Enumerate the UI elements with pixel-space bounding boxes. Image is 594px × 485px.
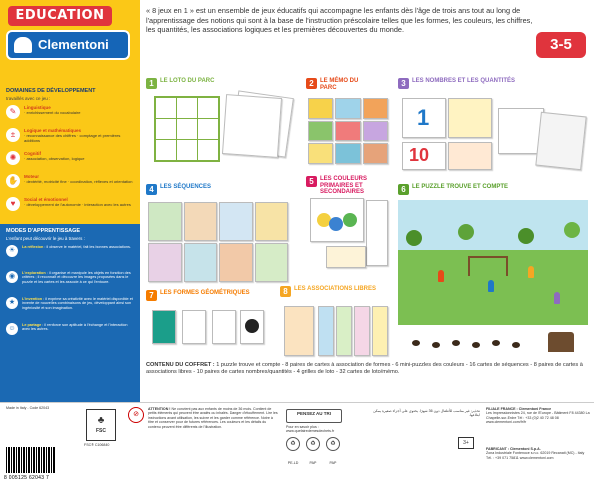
game-number: 2 (306, 78, 317, 89)
made-in-label: Made in Italy - Code 62043 (6, 406, 50, 410)
number-value: 10 (409, 145, 430, 165)
child-figure (438, 270, 444, 282)
recycle-title: PENSEZ AU TRI (296, 411, 332, 416)
learning-modes (0, 224, 140, 402)
modes-subtitle: L'enfant peut découvrir le jeu à travers : (6, 235, 85, 241)
game-6 (398, 184, 588, 354)
memo-cards (308, 98, 388, 164)
fabricant-text: Zona Industriale Fontenoce s.n.c. 62019 Recanati (MC) - Italy Tél. : +39 071 75811 www.clementoni.com (486, 451, 585, 460)
ant-icon (452, 340, 460, 346)
game-1 (146, 78, 296, 173)
contents-label: CONTENU DU COFFRET : (146, 362, 215, 368)
game-title: LES SÉQUENCES (160, 184, 212, 190)
logo-text: Clementoni (38, 37, 109, 52)
association-card (318, 306, 334, 356)
game-number: 7 (146, 290, 157, 301)
mode-item (6, 271, 134, 291)
eye-icon: ◉ (6, 271, 18, 283)
heart-icon: ♥ (6, 197, 20, 211)
filiale-block (486, 407, 590, 425)
fsc-logo (86, 409, 116, 441)
game-number: 8 (280, 286, 291, 297)
tree-icon: ♣ (97, 415, 105, 426)
domain-title: Moteur (24, 173, 39, 179)
tree-stump-icon (548, 332, 574, 352)
recycle-sub: Pour en savoir plus : www.quefairedemesdechets.fr (286, 425, 335, 434)
domain-item (6, 151, 136, 169)
domain-desc: · association, observation, logique (24, 156, 85, 161)
domain-item (6, 174, 136, 192)
domains-subtitle: travaillés avec ce jeu : (6, 95, 51, 101)
warning-text: Ne convient pas aux enfants de moins de 36 mois. Contient de petits éléments qui peuvent être avalés ou inhalés. Danger d'étouffement. Lire les instructions avant utilisation, les suivre et les garder comme référence. Notre à titre et conserver pour de futures références. Les couleurs et les détails du contenu peuvent être différents de l'illustration. (148, 407, 278, 429)
star-icon: ★ (6, 297, 18, 309)
shape-card (182, 310, 206, 344)
mode-title: L'exploration (22, 270, 46, 275)
age-warning-icon: ⊘ (128, 407, 144, 423)
barcode-number: 8 005125 62043 7 (4, 475, 50, 481)
game-number: 5 (306, 176, 317, 187)
mode-item (6, 297, 134, 317)
recycle-code: PAP (309, 461, 317, 465)
mode-item (6, 323, 134, 343)
stack-card (535, 112, 586, 171)
barcode (6, 447, 56, 473)
filiale-text: Les Impressionnistes 24, rue de l'Europe - Bâtiment F8 44380 La Chapelle-sur-Erdre Tél : +33 (0)2 40 72 48 08 www.clementoni.com/fr/fr (486, 411, 590, 425)
mode-desc: : il organise et manipule les objets en fonction des critères ; il reconnaît et découvre les images proposées dans le puzzle et les cartes et les associe à ce qui l'entoure. (22, 270, 131, 285)
game-title: LES NOMBRES ET LES QUANTITÉS (412, 78, 516, 84)
mode-title: L'invention (22, 296, 43, 301)
brain-icon: ✺ (6, 151, 20, 165)
association-card (284, 306, 314, 356)
game-5 (306, 176, 392, 281)
quantity-card (448, 98, 492, 138)
mode-title: La réflexion (22, 244, 44, 249)
child-figure (528, 266, 534, 278)
game-2 (306, 78, 392, 173)
fsc-label: FSC (96, 428, 106, 434)
tree-icon (564, 222, 580, 238)
recycle-code: PE-LD (287, 461, 299, 465)
game-7 (146, 290, 266, 360)
shape-card (152, 310, 176, 344)
filiale-title: FILIALE FRANCE : Clementoni France (486, 407, 552, 411)
warning-block (148, 407, 278, 429)
domain-item (6, 128, 136, 146)
park-puzzle (398, 200, 588, 325)
tree-icon (458, 224, 474, 240)
recycle-code: PAP (329, 461, 337, 465)
tree-icon (406, 230, 422, 246)
hand-icon: ✋ (6, 174, 20, 188)
loto-grid (154, 96, 220, 162)
ant-icon (472, 342, 480, 348)
mode-desc: : il renforce son aptitude à l'échange et l'interaction avec les autres. (22, 322, 128, 332)
shape-card (240, 310, 264, 344)
ant-icon (512, 342, 520, 348)
arabic-warning: تحذير: غير مناسب للأطفال دون 36 شهرًا. يحتوي على أجزاء صغيرة يمكن ابتلاعها. (373, 409, 480, 418)
lightbulb-icon: ☀ (6, 245, 18, 257)
color-puzzle (310, 198, 364, 242)
domain-title: Linguistique (24, 104, 51, 110)
shape-card (212, 310, 236, 344)
intro-text: « 8 jeux en 1 » est un ensemble de jeux éducatifs qui accompagne les enfants dès l'âge de trois ans tout au long de l'apprentissage des notions qui sont à la base de l'instruction préscolaire telles que les formes, les couleurs, les chiffres, les quantités, les associations logiques et les premières découvertes du monde. (146, 6, 533, 35)
swing-icon (468, 256, 508, 276)
domain-desc: · dextérité, motricité fine · coordination, réflexes et orientation (24, 179, 133, 184)
association-card (336, 306, 352, 356)
people-icon: ☺ (6, 323, 18, 335)
game-number: 4 (146, 184, 157, 195)
color-card (326, 246, 366, 268)
domain-title: Social et émotionnel (24, 196, 68, 202)
domain-item (6, 197, 136, 215)
quantity-card (448, 142, 492, 170)
recycle-icon: ♻ (326, 437, 340, 451)
ant-icon (432, 342, 440, 348)
fabricant-block (486, 447, 590, 460)
color-card-stack (366, 200, 388, 266)
math-icon: ± (6, 128, 20, 142)
game-number: 3 (398, 78, 409, 89)
number-value: 1 (417, 105, 430, 130)
ant-icon (412, 340, 420, 346)
game-title: LES FORMES GÉOMÉTRIQUES (160, 290, 250, 296)
association-card (372, 306, 388, 356)
domain-title: Logique et mathématiques (24, 127, 82, 133)
fsc-code: FSC® C106840 (84, 443, 110, 447)
game-3 (398, 78, 588, 173)
age-symbol: 3+ (458, 437, 474, 449)
game-number: 1 (146, 78, 157, 89)
domain-desc: · développement de l'autonomie · interaction avec les autres (24, 202, 131, 207)
tree-icon (518, 228, 534, 244)
child-figure (488, 280, 494, 292)
game-4 (146, 184, 296, 284)
domains-title: DOMAINES DE DÉVELOPPEMENT (6, 88, 96, 94)
recycle-block (286, 409, 342, 423)
ant-icon (492, 340, 500, 346)
game-number: 6 (398, 184, 409, 195)
game-title: LES ASSOCIATIONS LIBRES (294, 286, 377, 292)
mode-desc: : il observe le matériel, fait les bonnes associations. (44, 244, 131, 249)
recycle-icon: ♻ (286, 437, 300, 451)
mode-title: Le partage (22, 322, 42, 327)
education-label: EDUCATION (8, 6, 112, 26)
fabricant-title: FABRICANT : Clementoni S.p.A. (486, 447, 541, 451)
domain-item (6, 105, 136, 123)
game-8 (280, 286, 392, 360)
domain-desc: · reconnaissance des chiffres · comptage et premières additions (24, 133, 121, 143)
clementoni-logo (6, 30, 130, 60)
age-badge: 3-5 (536, 32, 586, 58)
logo-mark-icon (14, 37, 32, 53)
domain-title: Cognitif (24, 150, 41, 156)
number-card (402, 98, 446, 138)
development-domains (6, 88, 136, 220)
child-figure (554, 292, 560, 304)
warning-title: ATTENTION ! (148, 407, 171, 411)
box-contents (146, 362, 586, 376)
domain-desc: · enrichissement du vocabulaire (24, 110, 81, 115)
association-card (354, 306, 370, 356)
sequence-cards (148, 202, 288, 282)
recycle-icon: ♻ (306, 437, 320, 451)
left-panel (0, 0, 140, 402)
bottom-legal-strip (0, 402, 594, 485)
number-card (402, 142, 446, 170)
mode-item (6, 245, 134, 265)
game-title: LE LOTO DU PARC (160, 78, 215, 84)
game-title: LES COULEURS PRIMAIRES ET SECONDAIRES (320, 176, 368, 195)
game-title: LE MÉMO DU PARC (320, 78, 359, 91)
speech-icon: ✎ (6, 105, 20, 119)
recycle-codes (286, 437, 340, 469)
ball-icon (245, 319, 259, 333)
loto-card (222, 94, 282, 158)
contents-text: 1 puzzle trouve et compte - 8 paires de cartes à association de formes - 6 mini-puzzles des couleurs - 16 cartes de séquences - 8 paires de cartes à associations libres - 10 paires de cartes nombres/quantités - 4 grilles de loto - 32 cartes de loto/mémo. (146, 362, 583, 375)
modes-title: MODES D'APPRENTISSAGE (6, 228, 81, 234)
game-title: LE PUZZLE TROUVE ET COMPTE (412, 184, 509, 190)
mode-desc: : il exprime sa créativité avec le matériel disponible et invente de nouvelles combinaisons de jeu, développant ainsi son ingéniosité et son imagination. (22, 296, 133, 311)
